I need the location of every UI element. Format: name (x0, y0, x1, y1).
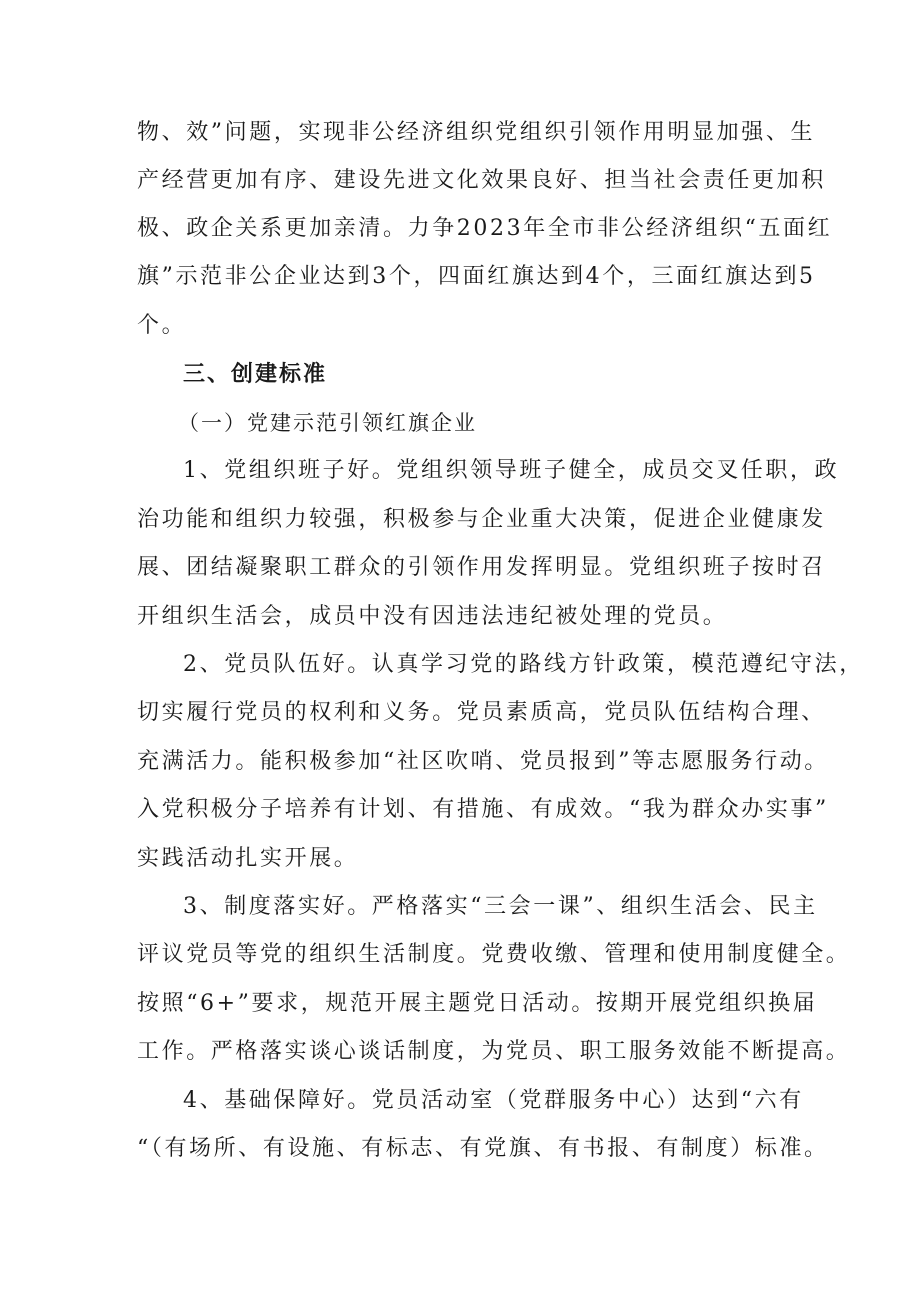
item-2-line: 切实履行党员的权利和义务。党员素质高，党员队伍结构合理、 (137, 700, 826, 725)
item-1-line: 展、团结凝聚职工群众的引领作用发挥明显。党组织班子按时召 (137, 555, 826, 580)
item-1-line: 开组织生活会，成员中没有因违法违纪被处理的党员。 (137, 604, 728, 629)
item-3-line: 按照“6+”要求，规范开展主题党日活动。按期开展党组织换届 (137, 991, 818, 1016)
item-3-line: 3、制度落实好。严格落实“三会一课”、组织生活会、民主 (183, 894, 818, 919)
section-heading: 三、创建标准 (183, 362, 328, 387)
paragraph-line: 产经营更加有序、建设先进文化效果良好、担当社会责任更加积 (137, 168, 826, 193)
paragraph-line: 个。 (137, 313, 187, 338)
item-1-line: 治功能和组织力较强，积极参与企业重大决策，促进企业健康发 (137, 507, 826, 532)
item-2-line: 入党积极分子培养有计划、有措施、有成效。“我为群众办实事” (137, 797, 829, 822)
item-2-line: 实践活动扎实开展。 (137, 846, 359, 871)
subsection-heading: （一）党建示范引领红旗企业 (178, 411, 477, 435)
item-4-line: “（有场所、有设施、有标志、有党旗、有书报、有制度）标准。 (137, 1136, 829, 1161)
item-3-line: 工作。严格落实谈心谈话制度，为党员、职工服务效能不断提高。 (137, 1039, 851, 1064)
item-1-line: 1、党组织班子好。党组织领导班子健全，成员交叉任职，政 (183, 458, 840, 483)
paragraph-line: 物、效”问题，实现非公经济组织党组织引领作用明显加强、生 (137, 120, 816, 145)
item-3-line: 评议党员等党的组织生活制度。党费收缴、管理和使用制度健全。 (137, 942, 851, 967)
item-2-line: 2、党员队伍好。认真学习党的路线方针政策，模范遵纪守法， (183, 652, 864, 677)
paragraph-line: 旗”示范非公企业达到3个，四面红旗达到4个，三面红旗达到5 (137, 264, 816, 289)
paragraph-line: 极、政企关系更加亲清。力争2023年全市非公经济组织“五面红 (137, 216, 833, 241)
item-2-line: 充满活力。能积极参加“社区吹哨、党员报到”等志愿服务行动。 (137, 749, 829, 774)
item-4-line: 4、基础保障好。党员活动室（党群服务中心）达到“六有 (183, 1088, 804, 1113)
